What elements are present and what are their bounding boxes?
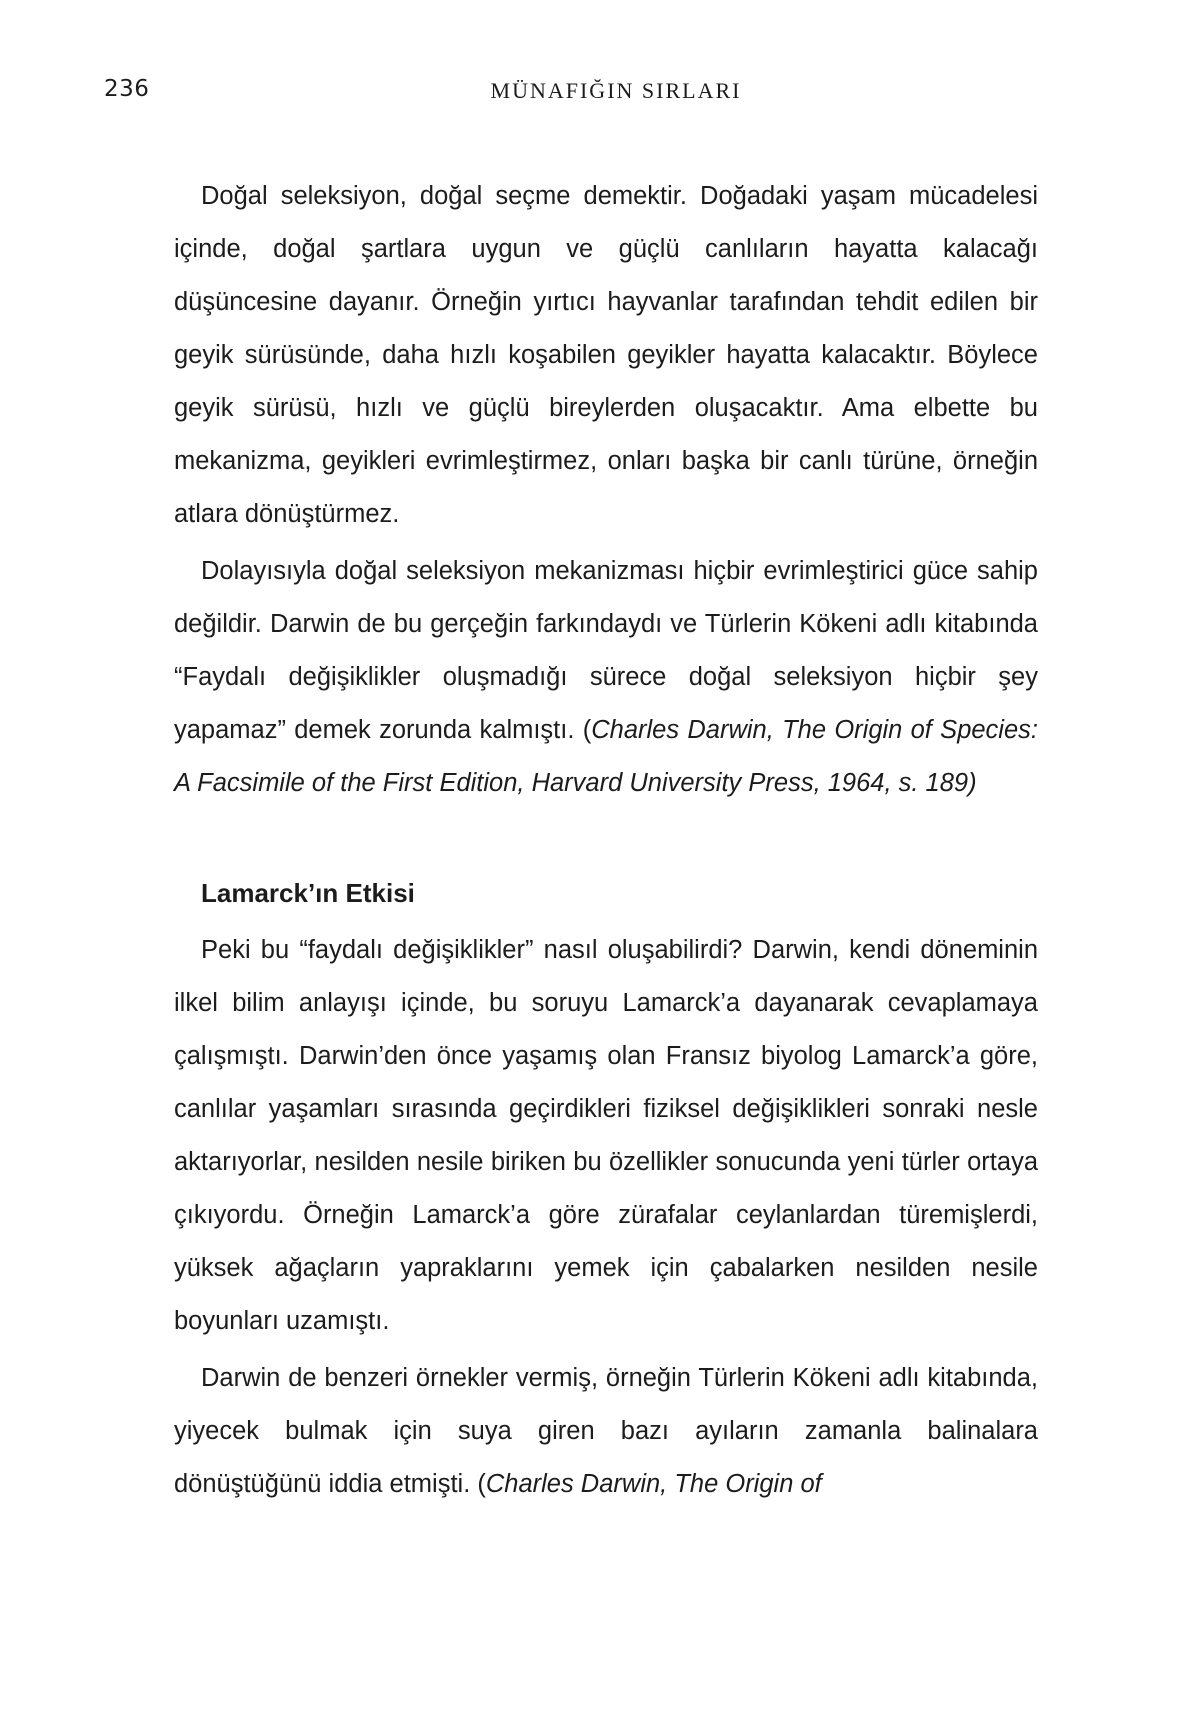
paragraph-lamarck: Peki bu “faydalı değişiklikler” nasıl oluşabilirdi? Darwin, kendi döneminin ilkel bilim anlayışı içinde, bu soruyu Lamarck’a dayanarak cevaplamaya çalışmıştı. Darwin’den önce yaşamış olan Fransız biyolog Lamarck’a göre, canlılar yaşamları sırasında geçirdikleri fiziksel değişiklikleri sonraki nesle aktarıyorlar, nesilden nesile biriken bu özellikler sonucunda yeni türler ortaya çıkıyordu. Örneğin Lamarck’a göre zürafalar ceylanlardan türemişlerdi, yüksek ağaçların yapraklarını yemek için çabalarken nesilden nesile boyunları uzamıştı. xyxy=(174,936,1038,1335)
paragraph-darwin-quote xyxy=(174,545,1038,810)
paragraph-darwin-examples xyxy=(174,1352,1038,1511)
paragraph-darwin-examples-text: Darwin de benzeri örnekler vermiş, örneğin Türlerin Kökeni adlı kitabında, yiyecek bulmak için suya giren bazı ayıların zamanla balinalara dönüştüğünü iddia etmişti. ( xyxy=(174,1364,1038,1498)
citation-origin-of-species: Charles Darwin, The Origin of Species: A Facsimile of the First Edition, Harvard University Press, 1964, s. 189) xyxy=(174,716,1038,797)
section-heading: Lamarck’ın Etkisi xyxy=(201,878,415,908)
page-number: 236 xyxy=(104,76,150,102)
page-header xyxy=(104,76,1038,116)
paragraph-darwin-quote-text: Dolayısıyla doğal seleksiyon mekanizması hiçbir evrimleştirici güce sahip değildir. Darwin de bu gerçeğin farkındaydı ve Türlerin Kökeni adlı kitabında “Faydalı değişiklikler oluşmadığı sürece doğal seleksiyon hiçbir şey yapamaz” demek zorunda kalmıştı. ( xyxy=(174,557,1038,744)
running-title: MÜNAFIĞIN SIRLARI xyxy=(490,78,742,103)
page-body xyxy=(174,170,1038,1515)
paragraph-natural-selection: Doğal seleksiyon, doğal seçme demektir. Doğadaki yaşam mücadelesi içinde, doğal şartlara uygun ve güçlü canlıların hayatta kalacağı düşüncesine dayanır. Örneğin yırtıcı hayvanlar tarafından tehdit edilen bir geyik sürüsünde, daha hızlı koşabilen geyikler hayatta kalacaktır. Böylece geyik sürüsü, hızlı ve güçlü bireylerden oluşacaktır. Ama elbette bu mekanizma, geyikleri evrimleştirmez, onları başka bir canlı türüne, örneğin atlara dönüştürmez. xyxy=(174,182,1038,528)
citation-origin-of-species-2: Charles Darwin, The Origin of xyxy=(485,1470,822,1498)
